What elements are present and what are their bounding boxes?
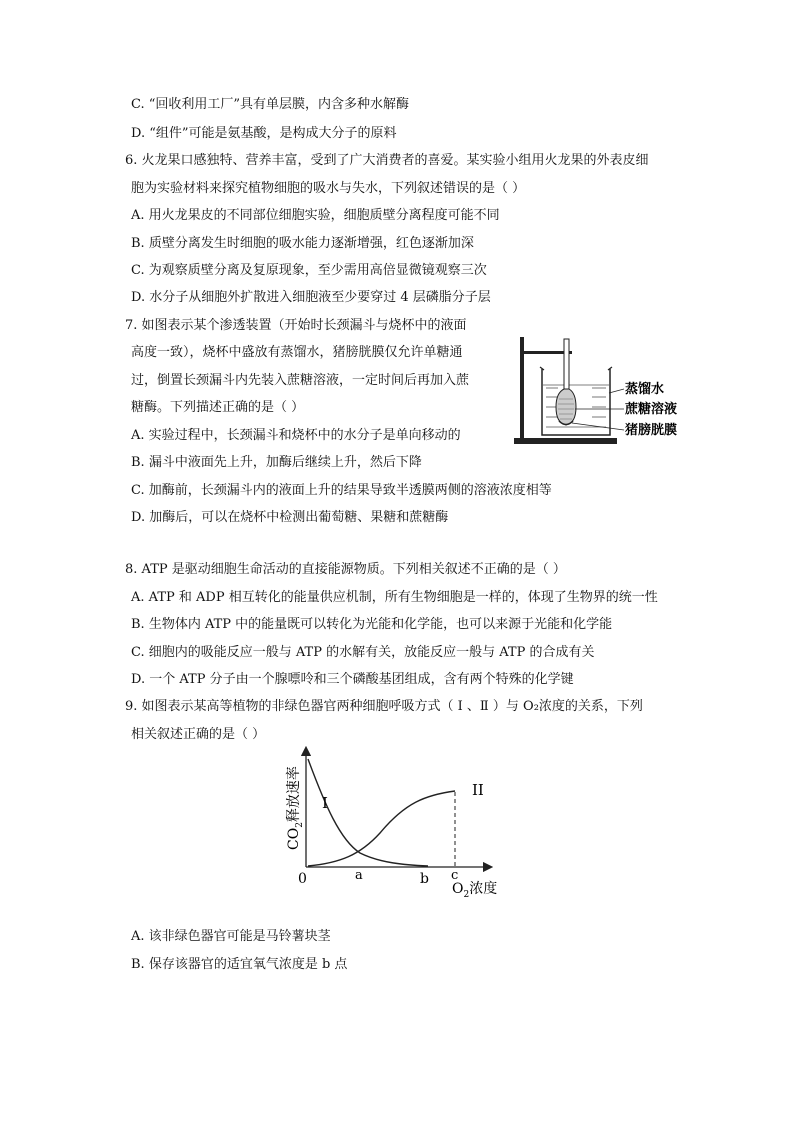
x-tick-c: c — [451, 868, 459, 883]
q9-option-b: B. 保存该器官的适宜氧气浓度是 b 点 — [131, 957, 348, 972]
x-tick-b: b — [420, 871, 429, 887]
label-distilled-water: 蒸馏水 — [625, 382, 665, 397]
q6-stem-line1: 6. 火龙果口感独特、营养丰富，受到了广大消费者的喜爱。某实验小组用火龙果的外表皮细 — [125, 153, 649, 168]
q8-option-b: B. 生物体内 ATP 中的能量既可以转化为光能和化学能，也可以来源于光能和化学能 — [131, 617, 613, 632]
q9-stem-line2: 相关叙述正确的是（ ） — [131, 727, 266, 742]
q8-option-c: C. 细胞内的吸能反应一般与 ATP 的水解有关，放能反应一般与 ATP 的合成有关 — [131, 645, 595, 660]
respiration-graph — [280, 745, 510, 900]
q7-stem-line3: 过，倒置长颈漏斗内先装入蔗糖溶液，一定时间后再加入蔗 — [131, 373, 470, 388]
x-tick-a: a — [355, 868, 363, 883]
q8-stem: 8. ATP 是驱动细胞生命活动的直接能源物质。下列相关叙述不正确的是（ ） — [125, 562, 566, 577]
x-axis-label: $O_2$浓度 — [452, 881, 498, 900]
label-pig-bladder-membrane: 猪膀胱膜 — [625, 423, 678, 438]
stand-pole — [520, 337, 524, 439]
q6-stem-line2: 胞为实验材料来探究植物细胞的吸水与失水，下列叙述错误的是（ ） — [131, 181, 526, 196]
curve-I — [308, 759, 428, 866]
q9-stem-line1: 9. 如图表示某高等植物的非绿色器官两种细胞呼吸方式（ Ⅰ 、Ⅱ ）与 O₂浓度的关系，下列 — [125, 699, 643, 714]
q7-option-a: A. 实验过程中，长颈漏斗和烧杯中的水分子是单向移动的 — [131, 428, 461, 443]
q6-option-c: C. 为观察质壁分离及复原现象，至少需用高倍显微镜观察三次 — [131, 263, 487, 278]
funnel-bulb — [556, 389, 576, 425]
osmosis-apparatus-figure — [512, 325, 697, 450]
y-axis-label: $CO_2$释放速率 — [286, 766, 305, 850]
curve-II — [308, 791, 455, 866]
curve-II-label: II — [472, 781, 484, 799]
q9-option-a: A. 该非绿色器官可能是马铃薯块茎 — [131, 929, 331, 944]
q5-option-c: C. “回收利用工厂”具有单层膜，内含多种水解酶 — [131, 97, 410, 112]
q7-stem-line4: 糖酶。下列描述正确的是（ ） — [131, 400, 305, 415]
q8-option-a: A. ATP 和 ADP 相互转化的能量供应机制，所有生物细胞是一样的，体现了生物界的统一性 — [131, 590, 658, 605]
q7-option-c: C. 加酶前，长颈漏斗内的液面上升的结果导致半透膜两侧的溶液浓度相等 — [131, 483, 552, 498]
q6-option-b: B. 质壁分离发生时细胞的吸水能力逐渐增强，红色逐渐加深 — [131, 236, 474, 251]
curve-I-label: I — [322, 794, 328, 812]
q7-stem-line2: 高度一致），烧杯中盛放有蒸馏水，猪膀胱膜仅允许单糖通 — [131, 345, 463, 360]
stand-base — [514, 438, 617, 444]
q6-option-a: A. 用火龙果皮的不同部位细胞实验，细胞质壁分离程度可能不同 — [131, 208, 500, 223]
label-sucrose-solution: 蔗糖溶液 — [625, 402, 678, 417]
q6-option-d: D. 水分子从细胞外扩散进入细胞液至少要穿过 4 层磷脂分子层 — [131, 290, 491, 305]
q7-option-d: D. 加酶后，可以在烧杯中检测出葡萄糖、果糖和蔗糖酶 — [131, 510, 449, 525]
q5-option-d: D. “组件”可能是氨基酸，是构成大分子的原料 — [131, 126, 397, 141]
q7-option-b: B. 漏斗中液面先上升，加酶后继续上升，然后下降 — [131, 455, 422, 470]
q8-option-d: D. 一个 ATP 分子由一个腺嘌呤和三个磷酸基团组成，含有两个特殊的化学键 — [131, 672, 574, 687]
q7-stem-line1: 7. 如图表示某个渗透装置（开始时长颈漏斗与烧杯中的液面 — [125, 318, 467, 333]
funnel-tube — [564, 339, 569, 389]
origin-label: 0 — [298, 871, 307, 887]
